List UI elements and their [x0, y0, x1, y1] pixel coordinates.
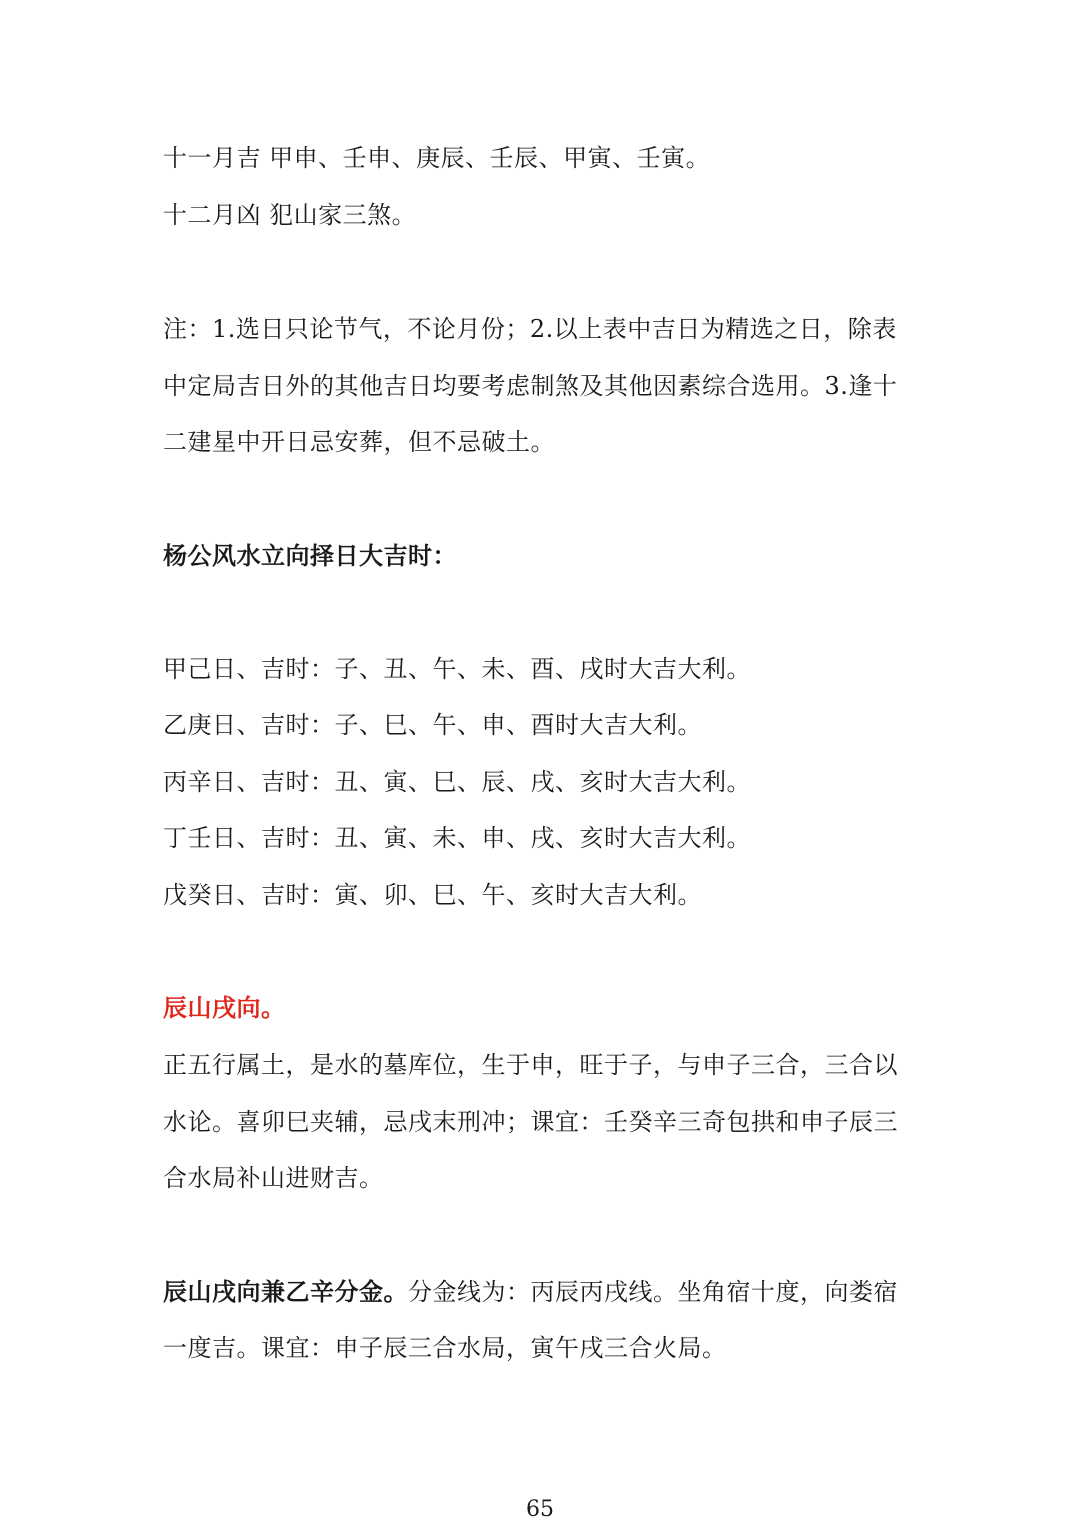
hours-item: 乙庚日、吉时：子、巳、午、申、酉时大吉大利。 — [163, 711, 702, 739]
hours-title: 杨公风水立向择日大吉时： — [163, 542, 457, 570]
page-number: 65 — [526, 1497, 554, 1522]
note-line-3: 二建星中开日忌安葬，但不忌破土。 — [163, 428, 555, 456]
november-line: 十一月吉 甲申、壬申、庚辰、壬辰、甲寅、壬寅。 — [163, 144, 711, 172]
subsection-line-2: 一度吉。课宜：申子辰三合水局，寅午戌三合火局。 — [163, 1334, 727, 1362]
note-line-2: 中定局吉日外的其他吉日均要考虑制煞及其他因素综合选用。3.逢十 — [163, 372, 898, 400]
december-line: 十二月凶 犯山家三煞。 — [163, 201, 417, 229]
note-line-1: 注：1.选日只论节气，不论月份；2.以上表中吉日为精选之日，除表 — [163, 315, 897, 343]
hours-item: 丁壬日、吉时：丑、寅、未、申、戌、亥时大吉大利。 — [163, 824, 751, 852]
section-para-line-3: 合水局补山进财吉。 — [163, 1164, 384, 1192]
section-para-line-2: 水论。喜卯巳夹辅，忌戌末刑冲；课宜：壬癸辛三奇包拱和申子辰三 — [163, 1108, 898, 1136]
hours-item: 甲己日、吉时：子、丑、午、未、酉、戌时大吉大利。 — [163, 655, 751, 683]
section-para-line-1: 正五行属土，是水的墓库位，生于申，旺于子，与申子三合，三合以 — [163, 1051, 898, 1079]
section-heading: 辰山戌向。 — [163, 994, 286, 1022]
hours-item: 丙辛日、吉时：丑、寅、巳、辰、戌、亥时大吉大利。 — [163, 768, 751, 796]
subsection-line-1 — [163, 1277, 923, 1307]
hours-item: 戊癸日、吉时：寅、卯、巳、午、亥时大吉大利。 — [163, 881, 702, 909]
subsection-bold-label: 辰山戌向兼乙辛分金。 — [163, 1278, 408, 1306]
subsection-text: 分金线为：丙辰丙戌线。坐角宿十度，向娄宿 — [408, 1278, 898, 1306]
